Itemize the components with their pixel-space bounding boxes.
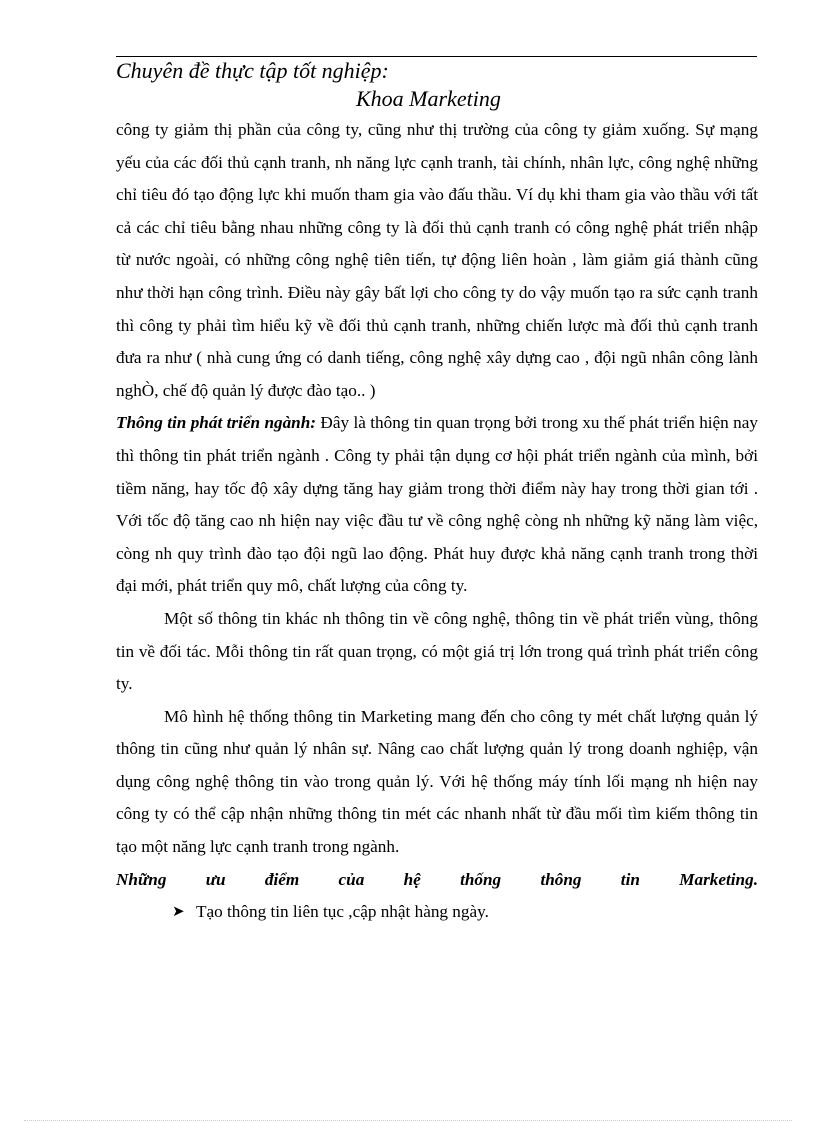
header-rule	[116, 56, 757, 57]
page-bottom-border	[24, 1120, 792, 1121]
header-title: Chuyên đề thực tập tốt nghiệp:	[116, 58, 389, 83]
paragraph-industry-text: Đây là thông tin quan trọng bởi trong xu thế phát triển hiện nay thì thông tin phát triển ngành . Công ty phải tận dụng cơ hội phát triển ngành của mình, bởi tiềm năng, hay tốc độ xây dựng tăng hay giảm trong thời điểm này hay trong thời gian tới . Với tốc độ tăng cao nh hiện nay việc đầu tư về công nghệ còng nh những kỹ năng làm việc, còng nh quy trình đào tạo đội ngũ lao động. Phát huy được khả năng cạnh tranh trong thời đại mới, phát triển quy mô, chất lượng của công ty.	[116, 413, 758, 596]
paragraph-marketing-model: Mô hình hệ thống thông tin Marketing mang đến cho công ty mét chất lượng quản lý thông tin cũng như quản lý nhân sự. Nâng cao chất lượng quản lý trong doanh nghiệp, vận dụng công nghệ thông tin vào trong quản lý. Với hệ thống máy tính lối mạng nh hiện nay công ty có thể cập nhận những thông tin mét các nhanh nhất từ đầu mối tìm kiếm thông tin tạo một năng lực cạnh tranh trong ngành.	[116, 706, 758, 857]
header-department: Khoa Marketing	[356, 86, 501, 111]
paragraph-other-info: Một số thông tin khác nh thông tin về công nghệ, thông tin về phát triển vùng, thông tin về đối tác. Mỗi thông tin rất quan trọng, có một giá trị lớn trong quá trình phát triển công ty.	[116, 608, 758, 694]
paragraph-competitors: công ty giảm thị phần của công ty, cũng như thị trường của công ty giảm xuống. Sự mạng yếu của các đối thủ cạnh tranh, nh năng lực cạnh tranh, tài chính, nhân lực, công nghệ những chỉ tiêu đó tạo động lực khi muốn tham gia vào đấu thầu. Ví dụ khi tham gia vào thầu với tất cả các chỉ tiêu bằng nhau những công ty là đối thủ cạnh tranh có công nghệ phát triển nhập từ nước ngoài, có những công nghệ tiên tiến, tự động liên hoàn , làm giảm giá thành cũng như thời hạn công trình. Điều này gây bất lợi cho công ty do vậy muốn tạo ra sức cạnh tranh thì công ty phải tìm hiểu kỹ về đối thủ cạnh tranh, những chiến lược mà đối thủ cạnh tranh đưa ra như ( nhà cung ứng có danh tiếng, công nghệ xây dựng cao , đội ngũ nhân công lành nghÒ, chế độ quản lý được đào tạo.. )	[116, 120, 758, 400]
document-body	[116, 114, 758, 929]
arrowhead-bullet-icon: ➤	[172, 904, 185, 921]
bullet-item-text: Tạo thông tin liên tục ,cập nhật hàng ngày.	[196, 902, 489, 922]
section-heading-advantages: Những ưu điểm của hệ thống thông tin Marketing.	[116, 869, 758, 889]
section-label-industry: Thông tin phát triển ngành:	[116, 413, 317, 433]
bullet-item	[116, 896, 758, 929]
paragraph-industry-development	[116, 407, 758, 603]
